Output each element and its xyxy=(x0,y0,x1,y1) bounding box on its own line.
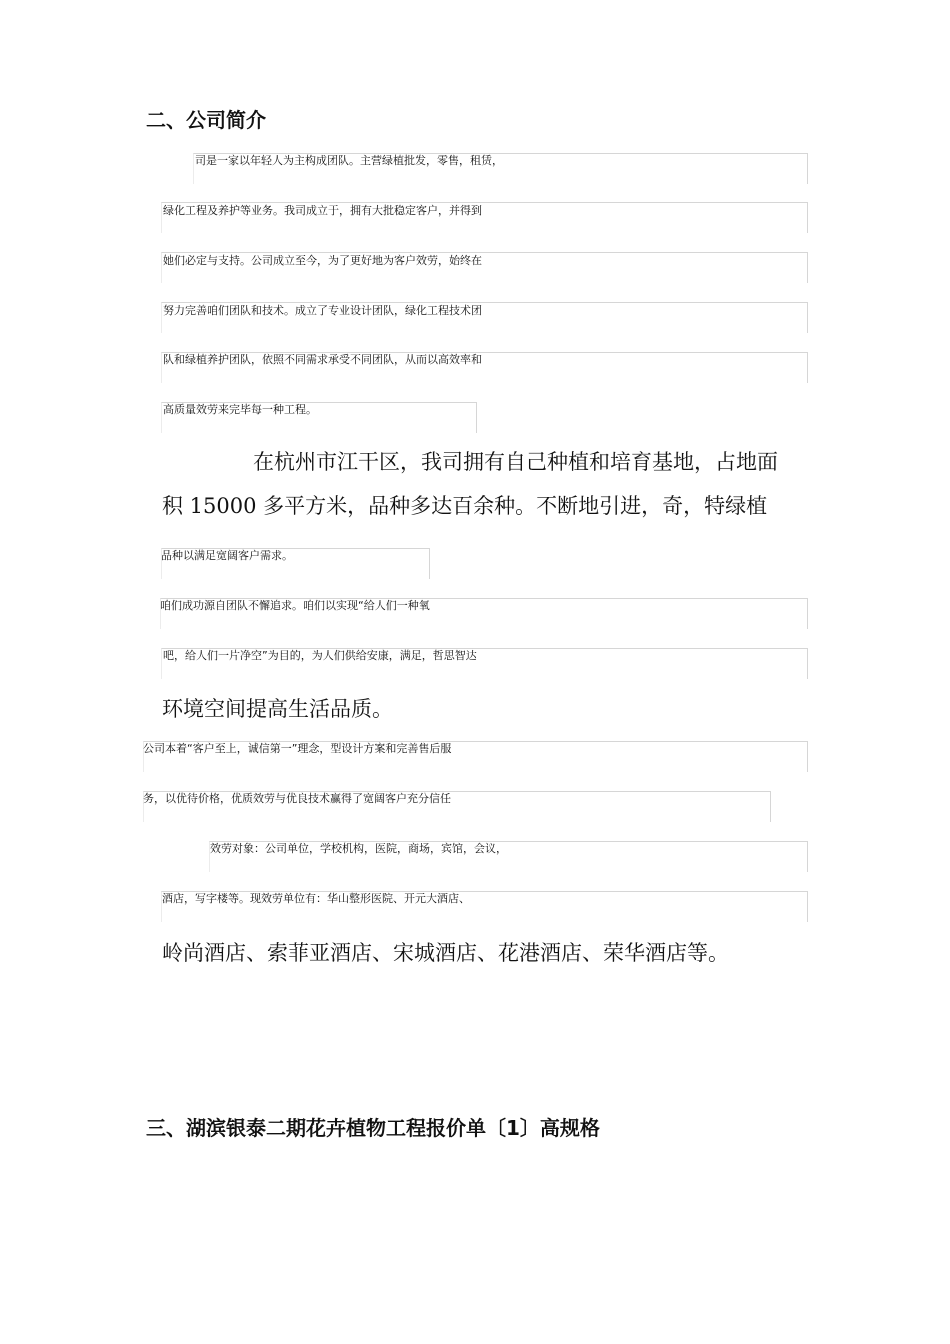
base-paragraph-line-1: 在杭州市江干区，我司拥有自己种植和培育基地，占地面 xyxy=(253,450,778,474)
intro-line-1: 司是一家以年轻人为主构成团队。主营绿植批发，零售，租赁， xyxy=(195,154,503,167)
intro-line-3: 她们必定与支持。公司成立至今，为了更好地为客户效劳，始终在 xyxy=(163,254,482,267)
clients-line-3: 岭尚酒店、索菲亚酒店、宋城酒店、花港酒店、荣华酒店等。 xyxy=(162,941,729,965)
intro-line-5: 队和绿植养护团队，依照不同需求承受不同团队，从而以高效率和 xyxy=(163,353,482,366)
clients-line-2: 酒店，写字楼等。现效劳单位有：华山整形医院、开元大酒店、 xyxy=(162,892,470,905)
section-heading-company-intro: 二、公司简介 xyxy=(146,108,266,132)
clients-line-1: 效劳对象：公司单位，学校机构，医院，商场，宾馆，会议， xyxy=(210,842,507,855)
variety-line: 品种以满足宽阔客户需求。 xyxy=(161,549,293,562)
mission-line-1: 咱们成功源自团队不懈追求。咱们以实现“给人们一种氧 xyxy=(160,599,430,612)
intro-line-6: 高质量效劳来完毕每一种工程。 xyxy=(163,403,317,416)
mission-line-3: 环境空间提高生活品质。 xyxy=(162,697,393,721)
intro-line-2: 绿化工程及养护等业务。我司成立于，拥有大批稳定客户，并得到 xyxy=(163,204,482,217)
base-paragraph-line-2: 积 15000 多平方米，品种多达百余种。不断地引进，奇，特绿植 xyxy=(162,494,768,518)
principle-line-1: 公司本着“客户至上，诚信第一”理念，型设计方案和完善售后服 xyxy=(143,742,452,755)
intro-line-4: 努力完善咱们团队和技术。成立了专业设计团队，绿化工程技术团 xyxy=(163,304,482,317)
section-heading-quotation: 三、湖滨银泰二期花卉植物工程报价单〔1〕高规格 xyxy=(146,1116,600,1140)
mission-line-2: 吧，给人们一片净空”为目的，为人们供给安康，满足，哲思智达 xyxy=(163,649,477,662)
principle-line-2: 务，以优待价格，优质效劳与优良技术赢得了宽阔客户充分信任 xyxy=(143,792,451,805)
